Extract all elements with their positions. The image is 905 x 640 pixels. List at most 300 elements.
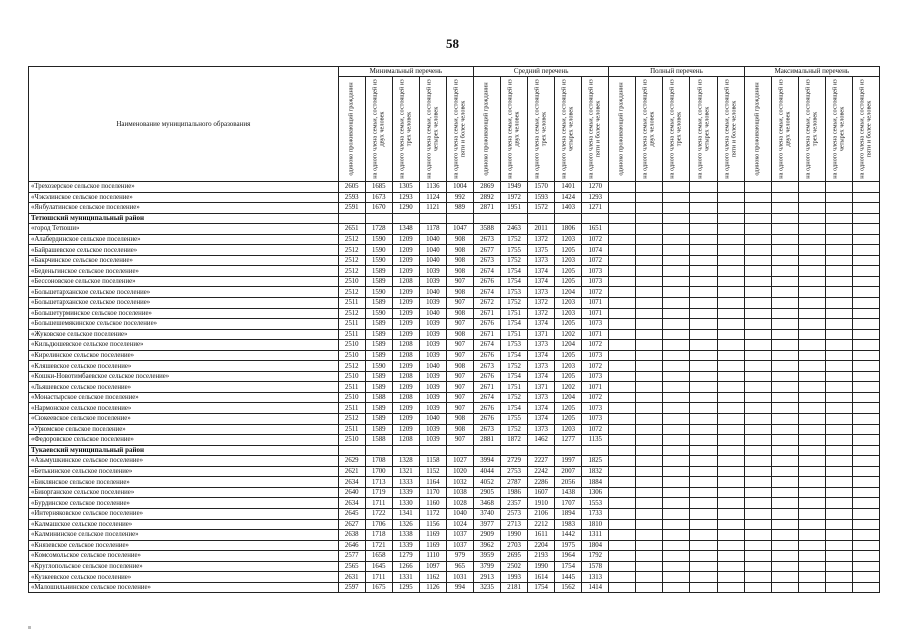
value-cell: 2638 xyxy=(338,530,365,541)
value-cell: 1462 xyxy=(528,435,555,446)
value-cell: 2753 xyxy=(501,466,528,477)
value-cell xyxy=(825,298,852,309)
value-cell: 2695 xyxy=(501,551,528,562)
value-cell: 1305 xyxy=(392,182,419,193)
value-cell xyxy=(636,340,663,351)
value-cell xyxy=(717,319,744,330)
table-row xyxy=(29,519,880,530)
value-cell: 1158 xyxy=(419,456,446,467)
subheader-text: на одного члена семьи, состоящей из трех человек xyxy=(398,79,412,179)
table-row xyxy=(29,234,880,245)
value-cell: 2463 xyxy=(501,224,528,235)
value-cell xyxy=(609,403,636,414)
value-cell: 1040 xyxy=(419,361,446,372)
value-cell: 2676 xyxy=(474,350,501,361)
value-cell: 2631 xyxy=(338,572,365,583)
value-cell: 1589 xyxy=(365,403,392,414)
value-cell: 1442 xyxy=(555,530,582,541)
subheader-text: на одного члена семьи, состоящей из двух человек xyxy=(641,79,656,179)
value-cell xyxy=(636,182,663,193)
value-cell: 1313 xyxy=(582,572,609,583)
value-cell xyxy=(663,213,690,224)
value-cell xyxy=(825,392,852,403)
table-row xyxy=(29,203,880,214)
value-cell xyxy=(771,456,798,467)
value-cell xyxy=(690,551,717,562)
value-cell xyxy=(825,540,852,551)
municipality-name: «Монастырское сельское поселение» xyxy=(29,392,339,403)
value-cell xyxy=(798,403,825,414)
value-cell xyxy=(663,245,690,256)
value-cell xyxy=(771,466,798,477)
value-cell: 1205 xyxy=(555,403,582,414)
value-cell: 2512 xyxy=(338,361,365,372)
value-cell xyxy=(663,361,690,372)
value-cell: 1071 xyxy=(582,308,609,319)
table-row xyxy=(29,287,880,298)
value-cell xyxy=(771,340,798,351)
value-cell xyxy=(690,308,717,319)
value-cell: 1590 xyxy=(365,361,392,372)
district-name: Тетюшский муниципальный район xyxy=(29,213,339,224)
value-cell xyxy=(636,530,663,541)
value-cell xyxy=(744,319,771,330)
value-cell xyxy=(501,445,528,456)
value-cell xyxy=(744,213,771,224)
municipality-name: «Бессоновское сельское поселение» xyxy=(29,276,339,287)
value-cell xyxy=(744,192,771,203)
value-cell: 1754 xyxy=(501,276,528,287)
value-cell xyxy=(852,319,879,330)
value-cell: 1711 xyxy=(365,498,392,509)
value-cell: 2511 xyxy=(338,403,365,414)
value-cell xyxy=(636,308,663,319)
value-cell: 1208 xyxy=(392,340,419,351)
subheader-cell xyxy=(717,77,744,182)
table-row xyxy=(29,255,880,266)
value-cell xyxy=(798,340,825,351)
value-cell: 1037 xyxy=(446,530,473,541)
value-cell xyxy=(852,456,879,467)
value-cell xyxy=(338,445,365,456)
value-cell xyxy=(636,361,663,372)
value-cell: 2672 xyxy=(474,298,501,309)
value-cell: 2510 xyxy=(338,371,365,382)
value-cell: 1270 xyxy=(582,182,609,193)
subheader-cell xyxy=(528,77,555,182)
value-cell xyxy=(690,350,717,361)
value-cell: 1321 xyxy=(392,466,419,477)
value-cell: 1751 xyxy=(501,382,528,393)
subheader-cell xyxy=(798,77,825,182)
value-cell xyxy=(609,203,636,214)
table-row xyxy=(29,414,880,425)
subheader-cell xyxy=(446,77,473,182)
value-cell xyxy=(717,487,744,498)
value-cell xyxy=(582,445,609,456)
value-cell xyxy=(663,329,690,340)
value-cell xyxy=(825,466,852,477)
value-cell xyxy=(717,424,744,435)
value-cell xyxy=(717,287,744,298)
value-cell xyxy=(690,487,717,498)
value-cell: 907 xyxy=(446,350,473,361)
value-cell: 908 xyxy=(446,329,473,340)
value-cell: 3235 xyxy=(474,582,501,593)
value-cell xyxy=(717,477,744,488)
value-cell: 907 xyxy=(446,319,473,330)
subheader-cell xyxy=(744,77,771,182)
value-cell: 907 xyxy=(446,276,473,287)
value-cell xyxy=(636,213,663,224)
value-cell: 1209 xyxy=(392,287,419,298)
value-cell xyxy=(771,572,798,583)
municipality-name: «Биюрганское сельское поселение» xyxy=(29,487,339,498)
value-cell xyxy=(852,298,879,309)
value-cell xyxy=(663,477,690,488)
value-cell xyxy=(771,203,798,214)
value-cell: 2204 xyxy=(528,540,555,551)
value-cell xyxy=(825,192,852,203)
value-cell xyxy=(825,445,852,456)
value-cell: 1339 xyxy=(392,487,419,498)
value-cell: 3977 xyxy=(474,519,501,530)
value-cell xyxy=(717,445,744,456)
municipality-name: «Кузкеевское сельское поселение» xyxy=(29,572,339,583)
value-cell: 1728 xyxy=(365,224,392,235)
value-cell: 1039 xyxy=(419,382,446,393)
value-cell xyxy=(690,530,717,541)
value-cell xyxy=(609,508,636,519)
value-cell: 1589 xyxy=(365,276,392,287)
value-cell xyxy=(609,392,636,403)
subheader-cell xyxy=(636,77,663,182)
value-cell: 992 xyxy=(446,192,473,203)
value-cell xyxy=(690,498,717,509)
value-cell: 2511 xyxy=(338,424,365,435)
value-cell xyxy=(798,445,825,456)
value-cell xyxy=(636,403,663,414)
table-row xyxy=(29,371,880,382)
value-cell xyxy=(744,329,771,340)
value-cell xyxy=(825,203,852,214)
value-cell: 2674 xyxy=(474,266,501,277)
value-cell xyxy=(771,498,798,509)
municipality-name: «Жуковское сельское поселение» xyxy=(29,329,339,340)
value-cell xyxy=(717,234,744,245)
value-cell: 1373 xyxy=(528,424,555,435)
value-cell xyxy=(717,182,744,193)
value-cell: 1209 xyxy=(392,255,419,266)
value-cell xyxy=(392,213,419,224)
value-cell: 1445 xyxy=(555,572,582,583)
value-cell xyxy=(609,245,636,256)
value-cell xyxy=(744,424,771,435)
table-row xyxy=(29,572,880,583)
value-cell xyxy=(663,255,690,266)
value-cell xyxy=(771,234,798,245)
value-cell xyxy=(609,414,636,425)
municipality-name: «Биклянское сельское поселение» xyxy=(29,477,339,488)
value-cell: 1562 xyxy=(555,582,582,593)
value-cell xyxy=(636,435,663,446)
value-cell: 2673 xyxy=(474,255,501,266)
value-cell: 1375 xyxy=(528,245,555,256)
subsistence-table xyxy=(28,66,880,593)
value-cell: 2640 xyxy=(338,487,365,498)
value-cell xyxy=(744,508,771,519)
value-cell xyxy=(798,487,825,498)
value-cell: 1072 xyxy=(582,424,609,435)
district-name: Тукаевский муниципальный район xyxy=(29,445,339,456)
value-cell xyxy=(717,361,744,372)
value-cell xyxy=(690,382,717,393)
value-cell: 1721 xyxy=(365,540,392,551)
value-cell: 1074 xyxy=(582,245,609,256)
value-cell xyxy=(609,435,636,446)
value-cell xyxy=(636,234,663,245)
value-cell xyxy=(852,255,879,266)
value-cell xyxy=(609,477,636,488)
value-cell xyxy=(825,319,852,330)
value-cell xyxy=(636,551,663,562)
value-cell xyxy=(609,466,636,477)
value-cell: 907 xyxy=(446,340,473,351)
subheader-cell xyxy=(338,77,365,182)
group-header: Минимальный перечень xyxy=(338,67,473,77)
value-cell: 1754 xyxy=(501,319,528,330)
subheader-text: на одного члена семьи, состоящей из пяти и более человек xyxy=(587,79,602,179)
value-cell: 1032 xyxy=(446,477,473,488)
value-cell xyxy=(744,530,771,541)
value-cell: 1374 xyxy=(528,276,555,287)
group-header: Максимальный перечень xyxy=(744,67,879,77)
value-cell: 908 xyxy=(446,424,473,435)
value-cell xyxy=(798,498,825,509)
value-cell: 1341 xyxy=(392,508,419,519)
table-row xyxy=(29,266,880,277)
value-cell: 989 xyxy=(446,203,473,214)
value-cell: 1209 xyxy=(392,424,419,435)
value-cell xyxy=(663,487,690,498)
value-cell xyxy=(636,561,663,572)
value-cell: 1039 xyxy=(419,403,446,414)
value-cell: 1806 xyxy=(555,224,582,235)
value-cell xyxy=(690,424,717,435)
value-cell xyxy=(717,582,744,593)
table-row xyxy=(29,530,880,541)
value-cell xyxy=(419,213,446,224)
value-cell: 1290 xyxy=(392,203,419,214)
value-cell: 1614 xyxy=(528,572,555,583)
municipality-name: «Интерняковское сельское поселение» xyxy=(29,508,339,519)
value-cell: 1733 xyxy=(582,508,609,519)
value-cell: 1373 xyxy=(528,255,555,266)
value-cell: 2286 xyxy=(528,477,555,488)
value-cell xyxy=(717,192,744,203)
value-cell: 2892 xyxy=(474,192,501,203)
value-cell xyxy=(663,350,690,361)
value-cell xyxy=(771,245,798,256)
value-cell: 1172 xyxy=(419,508,446,519)
value-cell xyxy=(852,287,879,298)
value-cell: 1708 xyxy=(365,456,392,467)
value-cell: 1438 xyxy=(555,487,582,498)
value-cell: 1040 xyxy=(419,234,446,245)
table-row xyxy=(29,540,880,551)
municipality-name: «Бетькинское сельское поселение» xyxy=(29,466,339,477)
value-cell: 1208 xyxy=(392,371,419,382)
value-cell: 2634 xyxy=(338,477,365,488)
value-cell: 1754 xyxy=(501,266,528,277)
value-cell xyxy=(609,266,636,277)
value-cell: 1072 xyxy=(582,255,609,266)
value-cell xyxy=(636,392,663,403)
value-cell: 2511 xyxy=(338,298,365,309)
value-cell: 4052 xyxy=(474,477,501,488)
subheader-cell xyxy=(392,77,419,182)
value-cell xyxy=(717,530,744,541)
value-cell xyxy=(392,445,419,456)
value-cell xyxy=(636,466,663,477)
value-cell: 1570 xyxy=(528,182,555,193)
value-cell xyxy=(744,572,771,583)
subheader-text: одиноко проживающий гражданин xyxy=(347,82,355,176)
value-cell: 2671 xyxy=(474,382,501,393)
value-cell xyxy=(690,519,717,530)
value-cell xyxy=(501,213,528,224)
value-cell xyxy=(771,182,798,193)
value-cell xyxy=(609,487,636,498)
value-cell: 2646 xyxy=(338,540,365,551)
value-cell: 1169 xyxy=(419,530,446,541)
value-cell xyxy=(717,276,744,287)
value-cell xyxy=(690,361,717,372)
value-cell xyxy=(690,245,717,256)
value-cell: 1572 xyxy=(528,203,555,214)
value-cell xyxy=(690,572,717,583)
value-cell xyxy=(852,382,879,393)
value-cell xyxy=(852,182,879,193)
value-cell xyxy=(717,224,744,235)
municipality-name: «Круглопольское сельское поселение» xyxy=(29,561,339,572)
value-cell: 1205 xyxy=(555,371,582,382)
value-cell: 1713 xyxy=(365,477,392,488)
value-cell: 1203 xyxy=(555,308,582,319)
municipality-name: «Чэкэлинское сельское поселение» xyxy=(29,192,339,203)
value-cell xyxy=(798,245,825,256)
value-cell: 1209 xyxy=(392,234,419,245)
value-cell: 2502 xyxy=(501,561,528,572)
value-cell: 1204 xyxy=(555,392,582,403)
value-cell xyxy=(609,213,636,224)
municipality-name: «Большешемякинское сельское поселение» xyxy=(29,319,339,330)
value-cell xyxy=(609,361,636,372)
value-cell: 1136 xyxy=(419,182,446,193)
value-cell: 1204 xyxy=(555,340,582,351)
value-cell xyxy=(636,424,663,435)
value-cell xyxy=(798,561,825,572)
value-cell: 2645 xyxy=(338,508,365,519)
subheader-text: на одного члена семьи, состоящей из двух человек xyxy=(506,79,521,179)
value-cell: 1752 xyxy=(501,234,528,245)
value-cell xyxy=(771,287,798,298)
value-cell: 1754 xyxy=(501,350,528,361)
value-cell xyxy=(690,182,717,193)
value-cell xyxy=(744,308,771,319)
value-cell: 1607 xyxy=(528,487,555,498)
value-cell: 1071 xyxy=(582,329,609,340)
value-cell: 908 xyxy=(446,414,473,425)
value-cell: 1374 xyxy=(528,403,555,414)
value-cell: 2869 xyxy=(474,182,501,193)
municipality-name: «Кильдюшевское сельское поселение» xyxy=(29,340,339,351)
value-cell: 1975 xyxy=(555,540,582,551)
value-cell: 1590 xyxy=(365,287,392,298)
value-cell: 1752 xyxy=(501,255,528,266)
value-cell: 1124 xyxy=(419,192,446,203)
value-cell xyxy=(690,192,717,203)
value-cell: 2512 xyxy=(338,234,365,245)
value-cell xyxy=(798,540,825,551)
value-cell xyxy=(771,561,798,572)
value-cell xyxy=(825,224,852,235)
value-cell: 1589 xyxy=(365,329,392,340)
value-cell xyxy=(555,213,582,224)
value-cell: 2510 xyxy=(338,392,365,403)
value-cell xyxy=(717,498,744,509)
value-cell: 2242 xyxy=(528,466,555,477)
value-cell: 4044 xyxy=(474,466,501,477)
municipality-name: «Калмашское сельское поселение» xyxy=(29,519,339,530)
subheader-cell xyxy=(825,77,852,182)
value-cell: 1208 xyxy=(392,276,419,287)
value-cell: 3468 xyxy=(474,498,501,509)
value-cell xyxy=(663,192,690,203)
value-cell xyxy=(609,340,636,351)
table-row xyxy=(29,508,880,519)
value-cell xyxy=(636,203,663,214)
subheader-text: на одного члена семьи, состоящей из пяти и более человек xyxy=(452,79,466,179)
value-cell: 1993 xyxy=(501,572,528,583)
value-cell: 1209 xyxy=(392,245,419,256)
value-cell xyxy=(609,319,636,330)
value-cell: 1719 xyxy=(365,487,392,498)
value-cell xyxy=(690,340,717,351)
value-cell xyxy=(636,255,663,266)
value-cell: 1039 xyxy=(419,298,446,309)
subheader-cell xyxy=(501,77,528,182)
value-cell xyxy=(609,530,636,541)
value-cell: 1373 xyxy=(528,287,555,298)
value-cell xyxy=(798,392,825,403)
value-cell: 1205 xyxy=(555,414,582,425)
value-cell xyxy=(852,530,879,541)
value-cell: 1972 xyxy=(501,192,528,203)
value-cell xyxy=(852,224,879,235)
value-cell: 908 xyxy=(446,308,473,319)
table-row xyxy=(29,582,880,593)
value-cell: 1039 xyxy=(419,266,446,277)
value-cell xyxy=(744,487,771,498)
value-cell xyxy=(798,508,825,519)
value-cell xyxy=(663,414,690,425)
value-cell xyxy=(690,582,717,593)
value-cell xyxy=(798,234,825,245)
value-cell: 1039 xyxy=(419,424,446,435)
municipality-name: «Князевское сельское поселение» xyxy=(29,540,339,551)
value-cell: 2881 xyxy=(474,435,501,446)
